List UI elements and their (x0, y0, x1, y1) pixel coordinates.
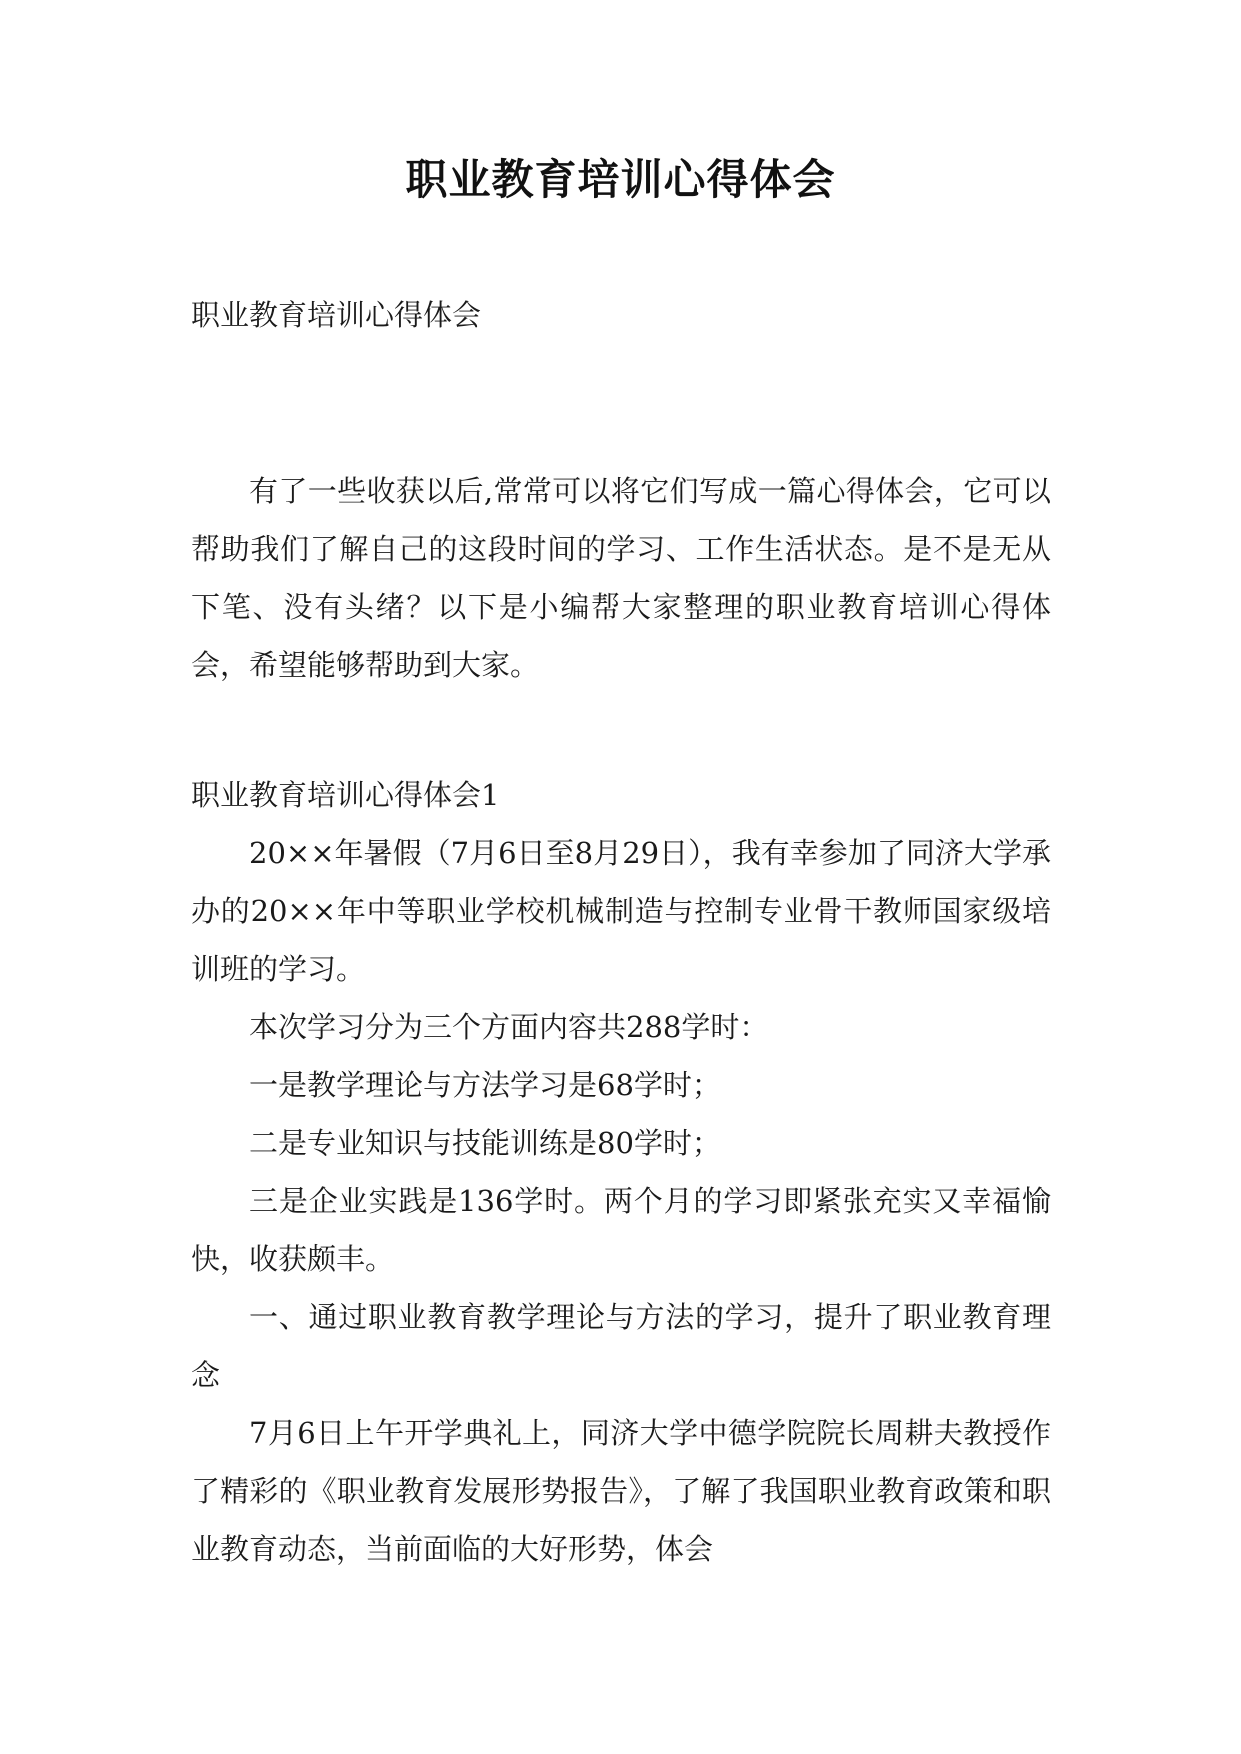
body-paragraph: 一是教学理论与方法学习是68学时； (249, 1068, 721, 1102)
body-paragraph: 三是企业实践是136学时。两个月的学习即紧张充实又幸福愉快，收获颇丰。 (191, 1184, 1051, 1276)
intro-paragraph: 有了一些收获以后,常常可以将它们写成一篇心得体会，它可以帮助我们了解自己的这段时间的学习、工作生活状态。是不是无从下笔、没有头绪？以下是小编帮大家整理的职业教育培训心得体会，希望能够帮助到大家。 (191, 474, 1051, 682)
section-1 (191, 766, 1051, 1578)
section-heading: 职业教育培训心得体会1 (191, 778, 500, 812)
body-paragraph: 二是专业知识与技能训练是80学时； (249, 1126, 721, 1160)
body-paragraph: 7月6日上午开学典礼上，同济大学中德学院院长周耕夫教授作了精彩的《职业教育发展形势报告》，了解了我国职业教育政策和职业教育动态，当前面临的大好形势，体会 (191, 1416, 1051, 1566)
body-paragraph: 本次学习分为三个方面内容共288学时： (249, 1010, 769, 1044)
document-title: 职业教育培训心得体会 (405, 155, 836, 204)
body-paragraph: 一、通过职业教育教学理论与方法的学习，提升了职业教育理念 (191, 1300, 1051, 1392)
document-subtitle: 职业教育培训心得体会 (191, 298, 482, 332)
body-paragraph: 20××年暑假（7月6日至8月29日），我有幸参加了同济大学承办的20××年中等职业学校机械制造与控制专业骨干教师国家级培训班的学习。 (191, 836, 1051, 986)
intro-section (191, 462, 1051, 694)
